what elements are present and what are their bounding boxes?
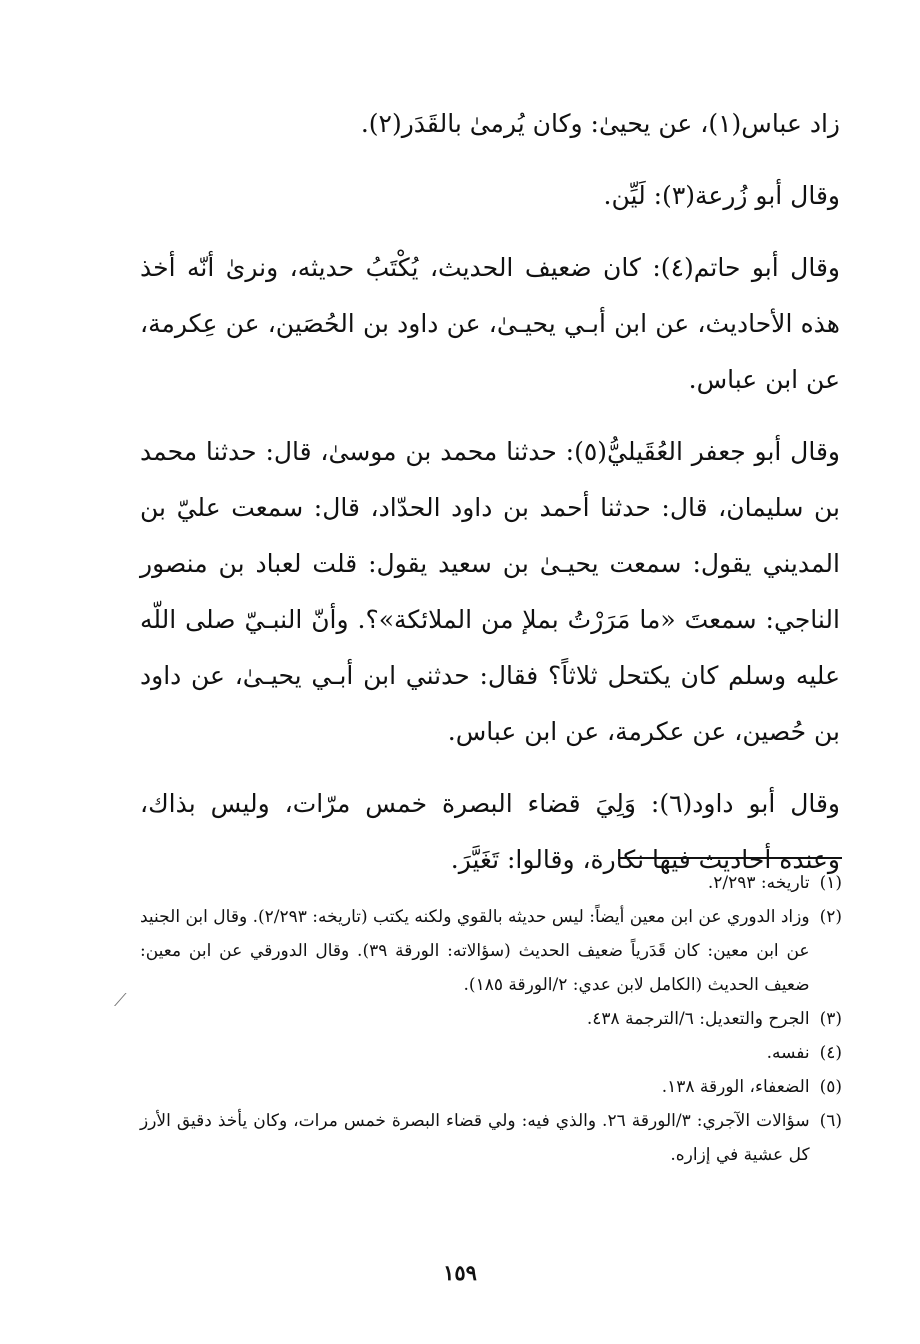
footnote-text: نفسه. [766,1043,810,1063]
footnote-text: الضعفاء، الورقة ١٣٨. [661,1077,810,1097]
paragraph-2: وقال أبو زُرعة(٣): لَيِّن. [603,181,840,210]
footnote-1 [140,866,842,900]
footnote-number: (٥) [819,1077,842,1097]
footnote-2 [140,900,842,1002]
paragraph-4: وقال أبو جعفر العُقَيليُّ(٥): حدثنا محمد بن موسىٰ، قال: حدثنا محمد بن سليمان، قال: حدثنا أحمد بن داود الحدّاد، قال: سمعت عليّ بن المديني يقول: سمعت يحيـىٰ بن سعيد يقول: قلت لعباد بن منصور الناجي: سمعتَ «ما مَرَرْتُ بملإ من الملائكة»؟. وأنّ النبـيّ صلى اللّه عليه وسلم كان يكتحل ثلاثاً؟ فقال: حدثني ابن أبـي يحيـىٰ، عن داود بن حُصين، عن عكرمة، عن ابن عباس. [140,437,840,746]
footnote-divider [618,857,842,859]
page-number: ١٥٩ [443,1260,477,1285]
footnote-number: (٦) [819,1111,842,1131]
footnote-4 [140,1036,842,1070]
footnote-text: تاريخه: ٢/٢٩٣. [707,873,810,893]
footnote-text: سؤالات الآجري: ٣/الورقة ٢٦. والذي فيه: ولي قضاء البصرة خمس مرات، وكان يأخذ دقيق الأرز كل عشية في إزاره. [140,1111,810,1165]
footnote-number: (٢) [819,907,842,927]
footnote-6 [140,1104,842,1172]
footnote-3 [140,1002,842,1036]
main-text [140,96,840,904]
paragraph-1: زاد عباس(١)، عن يحيىٰ: وكان يُرمىٰ بالقَدَر(٢). [360,109,840,138]
paragraph-5: وقال أبو داود(٦): وَلِيَ قضاء البصرة خمس مرّات، وليس بذاك، وعنده أحاديث فيها نكارة، وقالوا: تَغَيَّرَ. [140,789,840,874]
footnote-number: (٣) [819,1009,842,1029]
footnote-number: (١) [819,873,842,893]
footnote-number: (٤) [819,1043,842,1063]
footnote-5 [140,1070,842,1104]
footnote-text: الجرح والتعديل: ٦/الترجمة ٤٣٨. [586,1009,810,1029]
paragraph-3: وقال أبو حاتم(٤): كان ضعيف الحديث، يُكْتَبُ حديثه، ونرىٰ أنّه أخذ هذه الأحاديث، عن ابن أبـي يحيـىٰ، عن داود بن الحُصَين، عن عِكرمة، عن ابن عباس. [140,253,840,394]
footnotes [140,866,842,1172]
margin-pencil-mark: ⟋ [114,990,127,1011]
footnote-text: وزاد الدوري عن ابن معين أيضاً: ليس حديثه بالقوي ولكنه يكتب (تاريخه: ٢/٢٩٣). وقال ابن الجنيد عن ابن معين: كان قَدَرياً ضعيف الحديث (سؤالاته: الورقة ٣٩). وقال الدورقي عن ابن معين: ضعيف الحديث (الكامل لابن عدي: ٢/الورقة ١٨٥). [140,907,810,995]
